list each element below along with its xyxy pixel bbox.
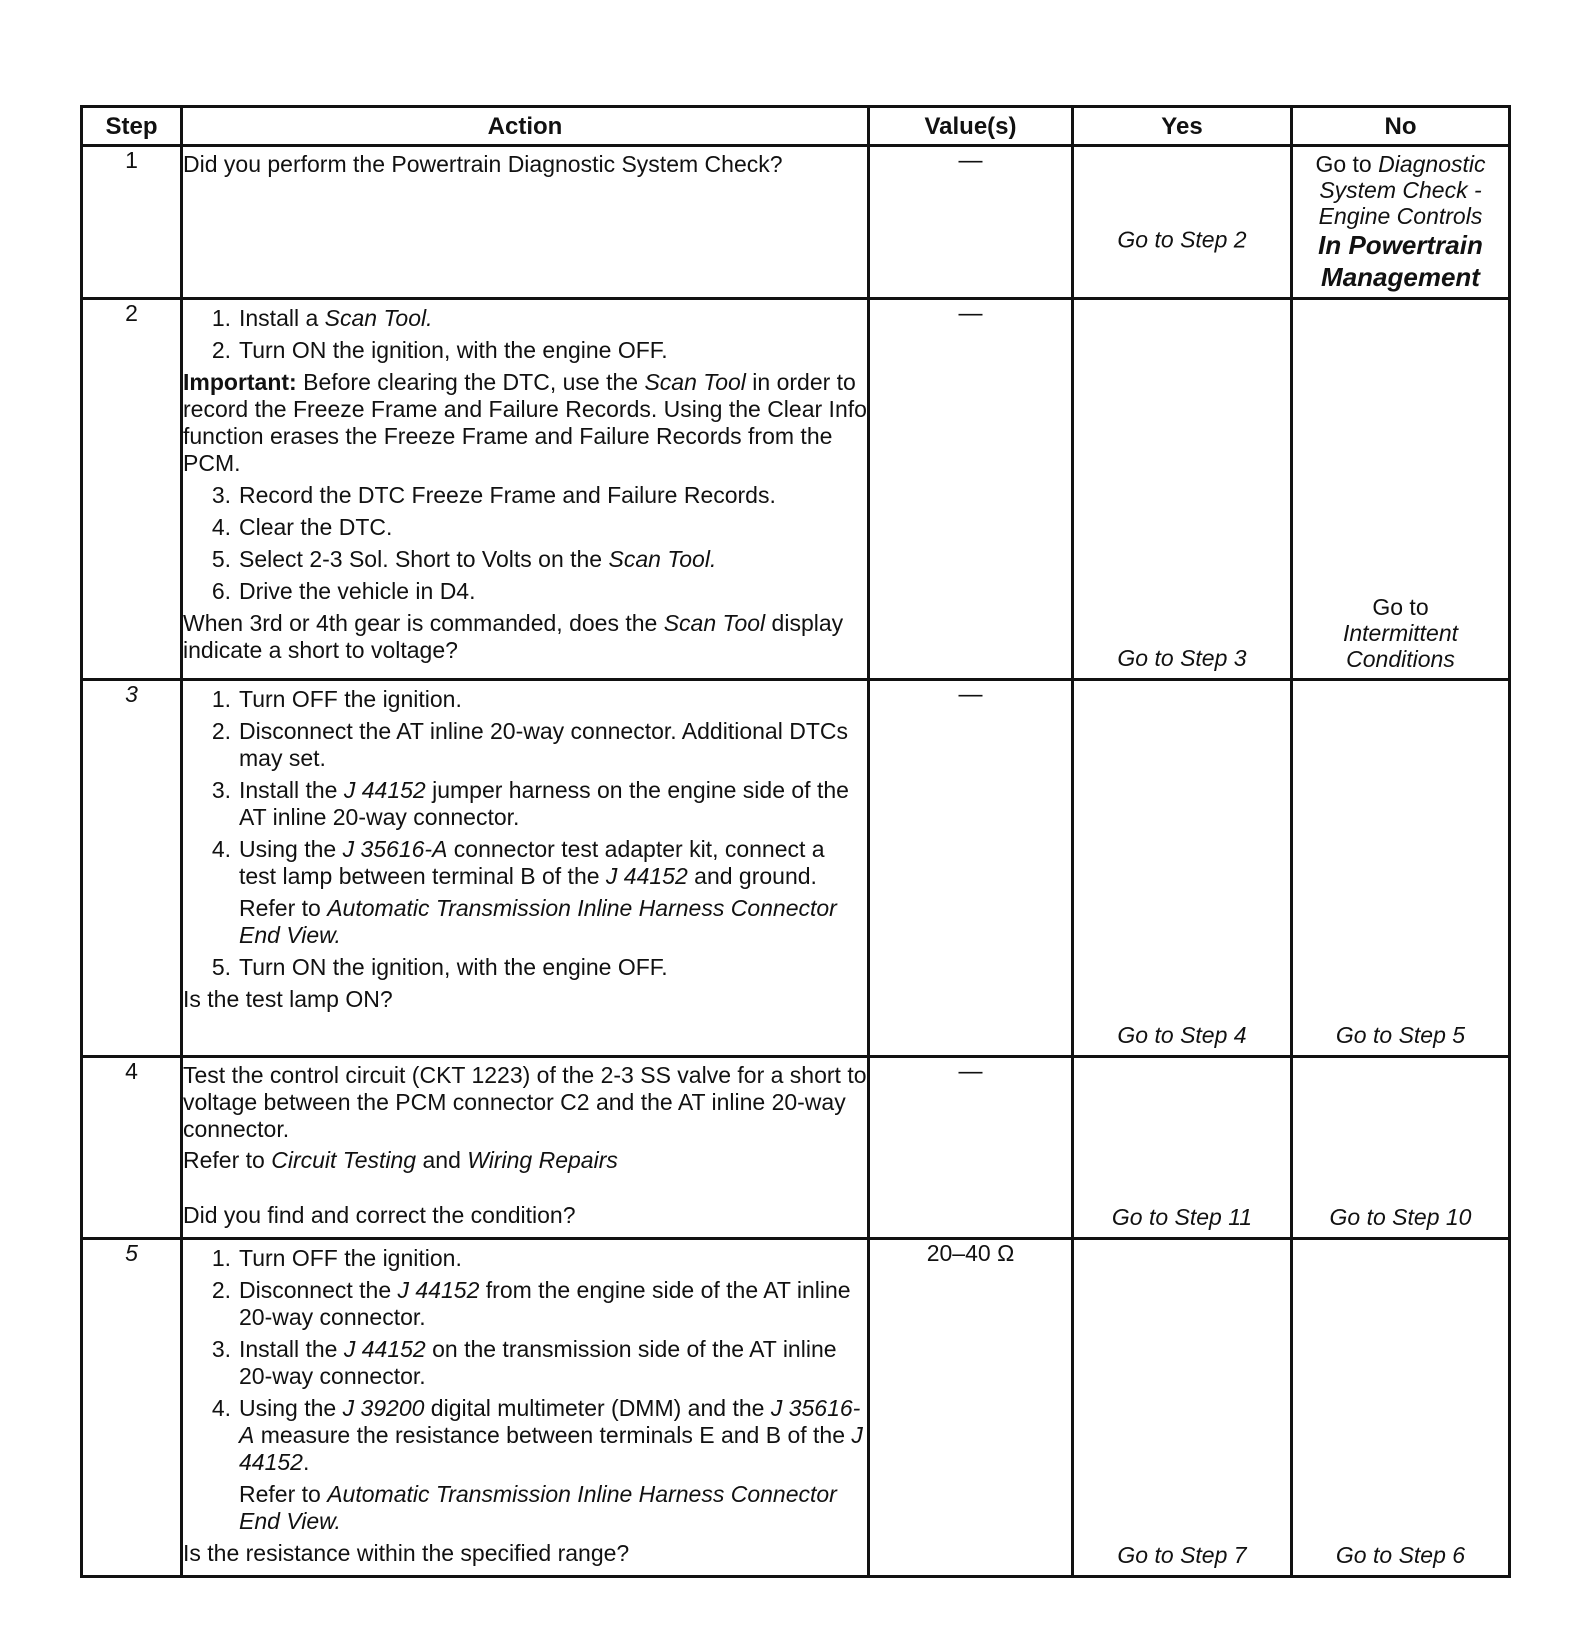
yes-cell — [1073, 1057, 1292, 1239]
list-item: 2. Disconnect the J 44152 from the engine side of the AT inline 20-way connector. — [211, 1277, 851, 1330]
header-action: Action — [182, 107, 869, 146]
action-cell — [182, 299, 869, 680]
yes-link[interactable]: Go to Step 3 — [1117, 645, 1247, 671]
yes-link[interactable]: Go to Step 11 — [1111, 1204, 1253, 1230]
important-note: Important: Before clearing the DTC, use the Scan Tool in order to record the Freeze Frame and Failure Records. Using the Clear Info function erases the Freeze Frame and Failure Records from the PCM. — [183, 369, 867, 476]
list-item: 1. Turn OFF the ignition. — [211, 686, 462, 712]
no-cell — [1292, 1057, 1510, 1239]
value-cell — [869, 299, 1073, 680]
table-row-step-4 — [82, 1057, 1510, 1239]
table-header-row — [82, 107, 1510, 146]
no-link[interactable]: Go to Step 5 — [1335, 1022, 1466, 1048]
list-item: 5. Select 2-3 Sol. Short to Volts on the Scan Tool. — [211, 546, 717, 572]
list-item: 2. Disconnect the AT inline 20-way connector. Additional DTCs may set. — [211, 718, 848, 771]
step-number: 5 — [82, 1239, 182, 1577]
value-cell — [869, 146, 1073, 299]
value-cell — [869, 1239, 1073, 1577]
list-item: 6. Drive the vehicle in D4. — [211, 578, 476, 604]
no-link[interactable]: Go to Intermittent Conditions — [1342, 594, 1459, 672]
diagnostic-table — [80, 105, 1511, 1578]
no-cell — [1292, 299, 1510, 680]
action-question: Did you find and correct the condition? — [183, 1202, 576, 1228]
reference-note: Refer to Automatic Transmission Inline Harness Connector End View. — [239, 1481, 837, 1534]
list-item: 3. Record the DTC Freeze Frame and Failure Records. — [211, 482, 776, 508]
header-no: No — [1292, 107, 1510, 146]
yes-link[interactable]: Go to Step 7 — [1117, 1542, 1247, 1568]
reference-note: Refer to Circuit Testing and Wiring Repairs — [183, 1147, 618, 1173]
value-cell — [869, 680, 1073, 1057]
action-cell — [182, 1057, 869, 1239]
list-item: 5. Turn ON the ignition, with the engine OFF. — [211, 954, 668, 980]
list-item: 4. Using the J 35616-A connector test adapter kit, connect a test lamp between terminal B of the J 44152 and ground. — [211, 836, 825, 889]
list-item: 3. Install the J 44152 on the transmission side of the AT inline 20-way connector. — [211, 1336, 837, 1389]
list-item: 1. Install a Scan Tool. — [211, 305, 433, 331]
yes-link[interactable]: Go to Step 2 — [1117, 226, 1247, 253]
value-text: — — [958, 681, 983, 708]
list-item: 3. Install the J 44152 jumper harness on the engine side of the AT inline 20-way connector. — [211, 777, 849, 830]
yes-cell — [1073, 299, 1292, 680]
yes-cell — [1073, 680, 1292, 1057]
value-text: — — [958, 1058, 983, 1085]
no-cell — [1292, 1239, 1510, 1577]
action-question: Is the test lamp ON? — [183, 986, 393, 1012]
list-item: 1. Turn OFF the ignition. — [211, 1245, 462, 1271]
table-row-step-5 — [82, 1239, 1510, 1577]
action-cell — [182, 1239, 869, 1577]
table-row-step-1 — [82, 146, 1510, 299]
value-cell — [869, 1057, 1073, 1239]
no-link[interactable]: Go to Diagnostic System Check - Engine Controls In Powertrain Management — [1315, 151, 1486, 292]
no-link[interactable]: Go to Step 6 — [1335, 1542, 1466, 1568]
list-item: 4. Using the J 39200 digital multimeter (DMM) and the J 35616-A measure the resistance between terminals E and B of the J 44152. — [211, 1395, 863, 1475]
yes-cell — [1073, 146, 1292, 299]
action-question: Did you perform the Powertrain Diagnostic System Check? — [183, 151, 783, 177]
header-yes: Yes — [1073, 107, 1292, 146]
value-text: 20–40 Ω — [926, 1240, 1015, 1266]
reference-note: Refer to Automatic Transmission Inline Harness Connector End View. — [239, 895, 837, 948]
header-value: Value(s) — [869, 107, 1073, 146]
step-number: 4 — [82, 1057, 182, 1239]
action-cell — [182, 680, 869, 1057]
no-cell — [1292, 146, 1510, 299]
value-text: — — [958, 147, 983, 174]
table-row-step-3 — [82, 680, 1510, 1057]
header-step: Step — [82, 107, 182, 146]
yes-cell — [1073, 1239, 1292, 1577]
action-text: Test the control circuit (CKT 1223) of the 2-3 SS valve for a short to voltage between the PCM connector C2 and the AT inline 20-way connector. — [183, 1062, 867, 1142]
list-item: 4. Clear the DTC. — [211, 514, 393, 540]
no-link[interactable]: Go to Step 10 — [1329, 1204, 1472, 1230]
list-item: 2. Turn ON the ignition, with the engine OFF. — [211, 337, 668, 363]
action-question: When 3rd or 4th gear is commanded, does the Scan Tool display indicate a short to voltage? — [183, 610, 844, 663]
action-cell — [182, 146, 869, 299]
table-row-step-2 — [82, 299, 1510, 680]
step-number: 3 — [82, 680, 182, 1057]
value-text: — — [958, 300, 983, 327]
no-cell — [1292, 680, 1510, 1057]
step-number: 2 — [82, 299, 182, 680]
action-question: Is the resistance within the specified range? — [183, 1540, 630, 1566]
yes-link[interactable]: Go to Step 4 — [1117, 1022, 1247, 1048]
step-number: 1 — [82, 146, 182, 299]
